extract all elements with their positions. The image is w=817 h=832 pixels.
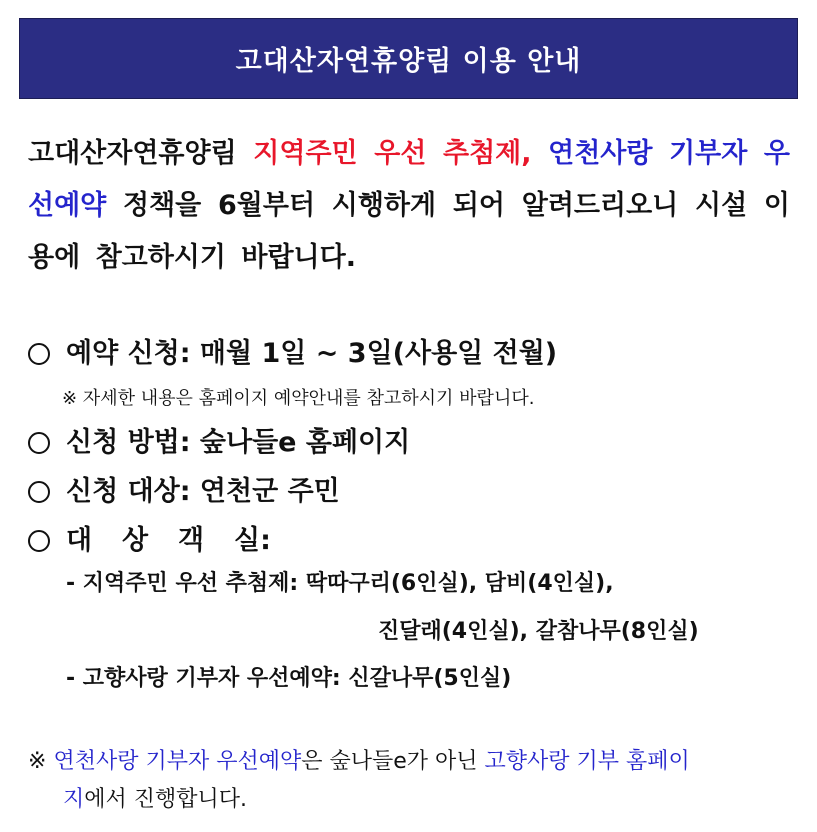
rooms-label-char: 대 (66, 525, 93, 556)
footnote-mid-text: 은 숲나들e가 아닌 (301, 749, 485, 774)
method-text: 신청 방법: 숲나들e 홈페이지 (66, 427, 411, 458)
intro-text-2: 정책을 6월부터 시행하게 되어 알려드리오니 시설 이용에 참고하시기 바랍니다. (28, 190, 790, 273)
rooms-label-char: 객 (178, 525, 205, 556)
rooms-label-char: 상 (122, 525, 149, 556)
footnote (28, 743, 790, 819)
rooms-item (28, 524, 271, 558)
intro-paragraph (28, 128, 790, 284)
footnote-end-text: 에서 진행합니다. (84, 787, 248, 812)
circle-bullet-icon (28, 530, 50, 552)
intro-local-lottery: 지역주민 우선 추첨제, (253, 138, 532, 169)
reservation-item (28, 337, 557, 371)
footnote-hometown-donation-homepage-end: 지 (63, 787, 85, 812)
footnote-hometown-donation-homepage: 고향사랑 기부 홈페이 (484, 749, 690, 774)
eligibility-text: 신청 대상: 연천군 주민 (66, 476, 340, 507)
local-lottery-rooms-line2: 진달래(4인실), 갈참나무(8인실) (378, 619, 699, 644)
page-title: 고대산자연휴양림 이용 안내 (235, 46, 582, 77)
reservation-text: 예약 신청: 매월 1일 ~ 3일(사용일 전월) (66, 338, 558, 369)
local-lottery-rooms-line1: - 지역주민 우선 추첨제: 딱따구리(6인실), 담비(4인실), (66, 571, 614, 596)
footnote-donor-reservation: 연천사랑 기부자 우선예약 (53, 749, 302, 774)
intro-donor-reservation: 연천사랑 기부자 우선예약 (28, 138, 791, 221)
header-banner (19, 18, 798, 99)
donor-rooms-line: - 고향사랑 기부자 우선예약: 신갈나무(5인실) (66, 666, 512, 691)
method-item (28, 426, 410, 460)
reservation-note: ※ 자세한 내용은 홈페이지 예약안내를 참고하시기 바랍니다. (62, 388, 535, 409)
intro-text-1: 고대산자연휴양림 (28, 138, 254, 169)
circle-bullet-icon (28, 481, 50, 503)
circle-bullet-icon (28, 432, 50, 454)
eligibility-item (28, 475, 340, 509)
circle-bullet-icon (28, 343, 50, 365)
rooms-label-char: 실: (234, 525, 271, 556)
footnote-mark: ※ (28, 749, 54, 774)
